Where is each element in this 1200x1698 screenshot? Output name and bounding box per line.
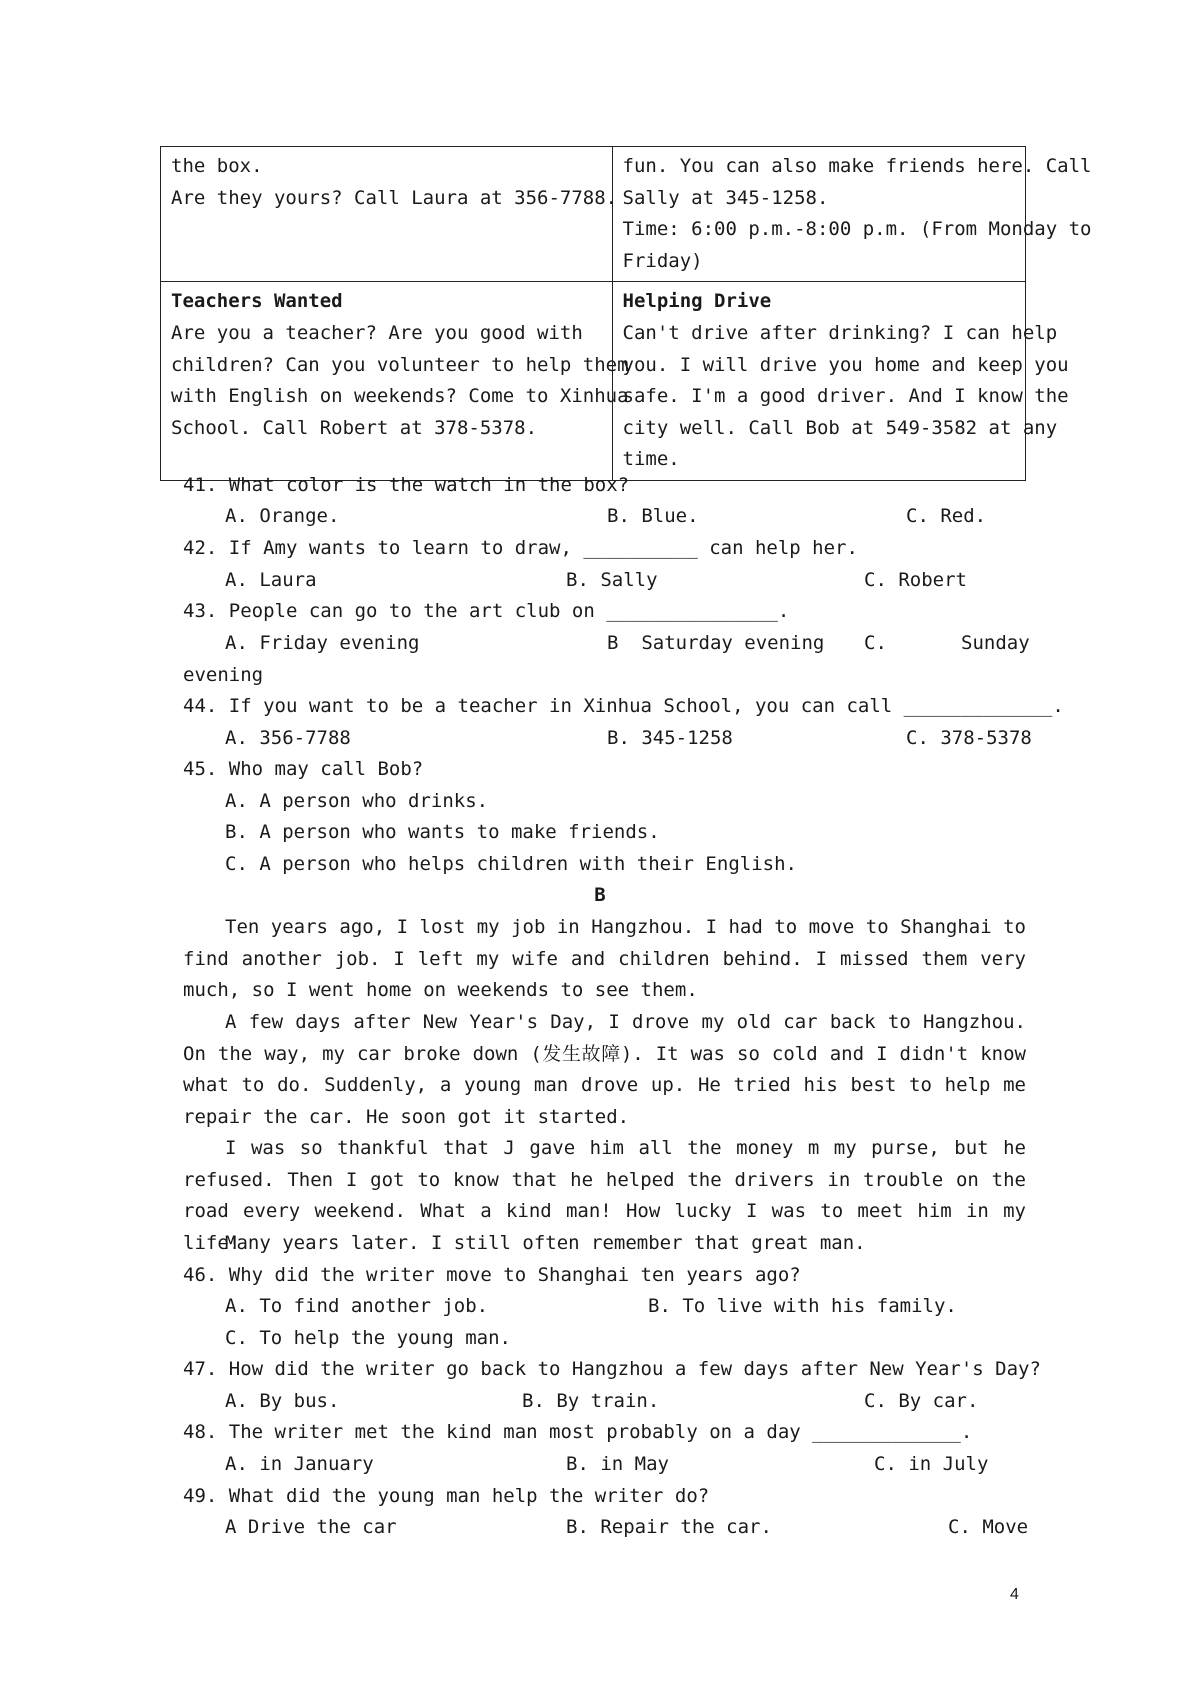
ad-text-line: time.: [622, 448, 680, 471]
ad-text-line: Can't drive after drinking? I can help: [622, 321, 1058, 344]
option-41-c: C. Red.: [906, 505, 987, 527]
option-41-a: A. Orange.: [225, 505, 340, 527]
option-49-c: C. Move: [948, 1516, 1029, 1538]
ad-text-line: fun. You can also make friends here. Call: [622, 155, 1092, 177]
option-48-b: B. in May: [566, 1453, 669, 1475]
ad-text-line: you. I will drive you home and keep you: [622, 353, 1069, 376]
ad-title: Helping Drive: [622, 290, 772, 313]
option-47-c: C. By car.: [864, 1390, 979, 1412]
option-47-a: A. By bus.: [225, 1390, 340, 1412]
option-44-a: A. 356-7788: [225, 727, 351, 749]
option-43-c: C.: [864, 632, 887, 654]
ad-title: Teachers Wanted: [171, 290, 343, 313]
question-49: 49. What did the young man help the writer do?: [183, 1485, 710, 1507]
option-47-b: B. By train.: [522, 1390, 660, 1412]
option-42-b: B. Sally: [566, 569, 658, 591]
passage-paragraph-2: A few days after New Year's Day, I drove my old car back to Hangzhou. On the way, my car broke down (发生故障). It was so cold and I didn't know what to do. Suddenly, a young man drove up. He tried his best to help me repair the car. He soon got it started.: [183, 1011, 1026, 1128]
ad-text-line: the box.: [171, 155, 263, 177]
option-49-a: A Drive the car: [225, 1516, 397, 1538]
question-42: 42. If Amy wants to learn to draw, __________ can help her.: [183, 537, 858, 559]
ad-text-line: safe. I'm a good driver. And I know the: [622, 385, 1069, 408]
option-45-b: B. A person who wants to make friends.: [225, 821, 660, 843]
option-46-c: C. To help the young man.: [225, 1327, 511, 1349]
ad-text-line: city well. Call Bob at 549-3582 at any: [622, 416, 1058, 439]
ad-text-line: children? Can you volunteer to help them: [171, 353, 629, 376]
question-45: 45. Who may call Bob?: [183, 758, 424, 780]
option-43-a: A. Friday evening: [225, 632, 420, 654]
passage-paragraph-1: Ten years ago, I lost my job in Hangzhou. I had to move to Shanghai to find another job. I left my wife and children behind. I missed them very much, so I went home on weekends to see them.: [183, 916, 1026, 1002]
option-46-a: A. To find another job.: [225, 1295, 489, 1317]
ad-cell-lost-watch: [161, 147, 618, 282]
ads-row-1: [161, 147, 1026, 282]
option-46-b: B. To live with his family.: [648, 1295, 957, 1317]
option-45-a: A. A person who drinks.: [225, 790, 489, 812]
option-45-c: C. A person who helps children with their English.: [225, 853, 797, 875]
question-41: 41. What color is the watch in the box?: [183, 474, 630, 496]
ad-cell-art-club: [612, 147, 1092, 282]
ad-cell-helping-drive: [612, 282, 1069, 481]
option-41-b: B. Blue.: [607, 505, 699, 527]
option-43-c-text: Sunday: [961, 632, 1030, 654]
question-43: 43. People can go to the art club on _______________.: [183, 600, 790, 622]
option-43-b: B Saturday evening: [607, 632, 825, 654]
question-44: 44. If you want to be a teacher in Xinhua School, you can call _____________.: [183, 695, 1064, 717]
question-47: 47. How did the writer go back to Hangzhou a few days after New Year's Day?: [183, 1358, 1041, 1380]
ad-text-line: Time: 6:00 p.m.-8:00 p.m. (From Monday to: [622, 218, 1092, 241]
ad-text-line: Friday): [622, 249, 703, 272]
ad-text-line: Are you a teacher? Are you good with: [171, 321, 583, 344]
ad-cell-teachers-wanted: [161, 282, 629, 481]
ads-row-2: [161, 282, 1026, 481]
option-48-a: A. in January: [225, 1453, 374, 1475]
ad-text-line: Sally at 345-1258.: [622, 186, 829, 209]
option-49-b: B. Repair the car.: [566, 1516, 772, 1538]
question-48: 48. The writer met the kind man most probably on a day _____________.: [183, 1421, 973, 1443]
page-number: 4: [1010, 1586, 1019, 1603]
ad-text-line: Are they yours? Call Laura at 356-7788.: [171, 186, 618, 209]
ad-text-line: School. Call Robert at 378-5378.: [171, 416, 538, 439]
passage-paragraph-3: I was so thankful that J gave him all the money m my purse, but he refused. Then I got to know that he helped the drivers in trouble on the road every weekend. What a kind man! How lucky I was to meet him in my life!: [183, 1137, 1026, 1254]
option-44-c: C. 378-5378: [906, 727, 1032, 749]
question-46: 46. Why did the writer move to Shanghai ten years ago?: [183, 1264, 801, 1286]
ads-table: [160, 146, 1092, 481]
section-b-heading: B: [594, 884, 606, 906]
option-42-a: A. Laura: [225, 569, 317, 591]
ad-text-line: with English on weekends? Come to Xinhua: [171, 385, 629, 408]
option-48-c: C. in July: [874, 1453, 989, 1475]
option-42-c: C. Robert: [864, 569, 967, 591]
option-43-c-continued: evening: [183, 664, 264, 686]
option-44-b: B. 345-1258: [607, 727, 733, 749]
passage-paragraph-4: Many years later. I still often remember that great man.: [225, 1232, 866, 1254]
